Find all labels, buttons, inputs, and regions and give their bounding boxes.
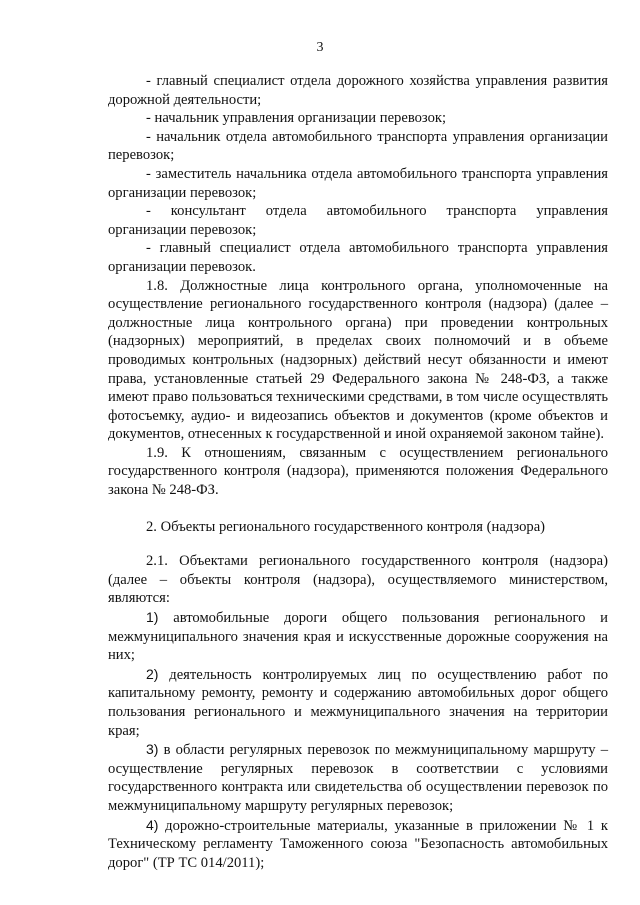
list-item (108, 816, 608, 873)
bullet-item: - заместитель начальника отдела автомобильного транспорта управления организации перевозок; (108, 165, 608, 201)
bullet-item: - консультант отдела автомобильного транспорта управления организации перевозок; (108, 203, 608, 238)
list-item-number: 3) (146, 741, 159, 758)
list-item-number: 4) (146, 816, 159, 833)
bullet-item: - главный специалист отдела автомобильного транспорта управления организации перевозок. (108, 240, 608, 275)
bullet-item: - главный специалист отдела дорожного хозяйства управления развития дорожной деятельности; (108, 73, 608, 108)
paragraph-1-8: 1.8. Должностные лица контрольного органа, уполномоченные на осуществление регионального государственного контроля (надзора) (далее – должностные лица контрольного органа) при проведении контрольных (надзорных) мероприятий, в пределах своих полномочий и в объеме проводимых контрольных (надзорных) действий несут обязанности и имеют права, установленные статьей 29 Федерального закона № 248-ФЗ, а также имеют право пользоваться техническими средствами, в том числе осуществлять фотосъемку, аудио- и видеозапись объектов и документов (кроме объектов и документов, отнесенных к государственной и иной охраняемой законом тайне). (108, 277, 608, 443)
list-item-number: 2) (146, 665, 159, 682)
bullet-item: - начальник отдела автомобильного транспорта управления организации перевозок; (108, 128, 608, 164)
paragraph-2-1: 2.1. Объектами регионального государственного контроля (надзора) (далее – объекты контроля (надзора), осуществляемого министерством, являются: (108, 553, 608, 607)
list-item-text: дорожно-строительные материалы, указанные в приложении № 1 к Техническому регламенту Таможенного союза "Безопасность автомобильных дорог" (ТР ТС 014/2011); (108, 817, 608, 871)
list-item (108, 740, 608, 815)
list-item (108, 665, 608, 740)
list-item (108, 608, 608, 665)
list-item-text: в области регулярных перевозок по межмуниципальному маршруту – осуществление регулярных перевозок в соответствии с условиями государственного контракта или свидетельства об осуществлении перевозок по межмуниципальному маршруту регулярных перевозок; (108, 742, 608, 814)
list-item-text: деятельность контролируемых лиц по осуществлению работ по капитальному ремонту, ремонту и содержанию автомобильных дорог общего пользования регионального и межмуниципального значения на территории края; (108, 666, 608, 739)
list-item-text: автомобильные дороги общего пользования регионального и межмуниципального значения края и искусственные дорожные сооружения на них; (108, 610, 608, 664)
document-body (108, 72, 608, 872)
list-item-number: 1) (146, 609, 159, 626)
page-number: 3 (316, 40, 324, 55)
paragraph-1-9: 1.9. К отношениям, связанным с осуществлением регионального государственного контроля (надзора), применяются положения Федерального закона № 248-ФЗ. (108, 444, 608, 499)
bullet-item: - начальник управления организации перевозок; (146, 110, 447, 127)
section-heading: 2. Объекты регионального государственного контроля (надзора) (146, 518, 546, 535)
